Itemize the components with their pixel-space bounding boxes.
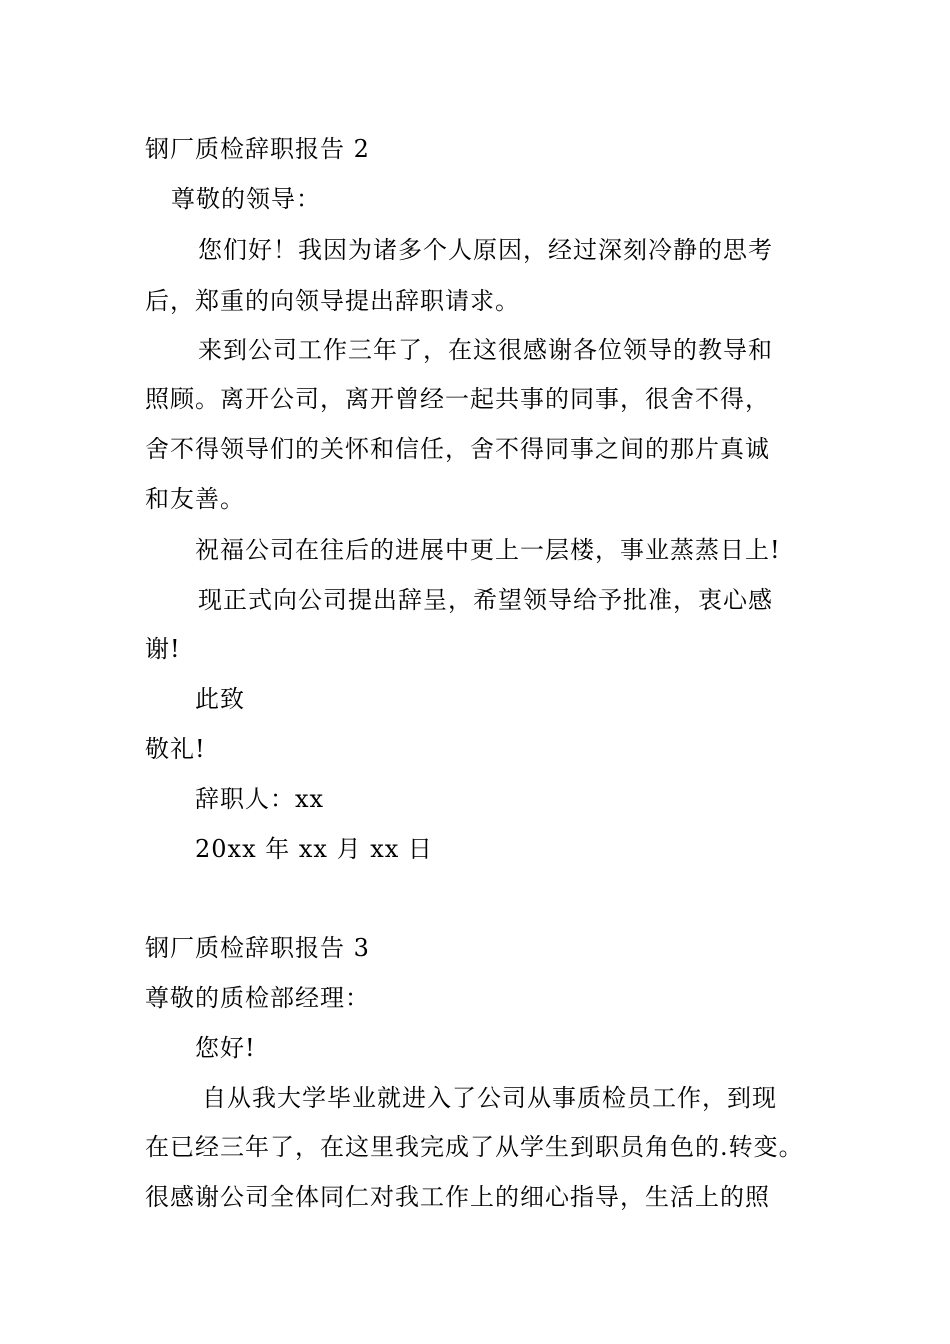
section-3-greeting: 您好! [195,1034,256,1062]
section-3-paragraph-1-line-1: 自从我大学毕业就进入了公司从事质检员工作，到现 [202,1084,777,1112]
section-2-closing-1: 此致 [195,685,245,713]
section-3-salutation: 尊敬的质检部经理： [145,984,370,1012]
section-2-paragraph-2-line-4: 和友善。 [145,485,245,513]
section-2-paragraph-2-line-2: 照顾。离开公司，离开曾经一起共事的同事，很舍不得， [145,385,770,413]
section-2-title: 钢厂质检辞职报告 2 [145,135,370,163]
section-2-signer: 辞职人：xx [195,785,325,813]
section-2-paragraph-3: 祝福公司在往后的进展中更上一层楼，事业蒸蒸日上! [195,536,781,564]
section-2-salutation: 尊敬的领导： [171,185,321,213]
section-2-date: 20xx 年 xx 月 xx 日 [195,835,433,863]
section-2-closing-2: 敬礼! [145,735,206,763]
section-2-paragraph-1-line-1: 您们好！我因为诸多个人原因，经过深刻冷静的思考 [198,236,773,264]
section-2-paragraph-4-line-2: 谢! [145,635,181,663]
section-3-paragraph-1-line-2: 在已经三年了，在这里我完成了从学生到职员角色的.转变。 [145,1133,804,1161]
section-2-paragraph-2-line-1: 来到公司工作三年了，在这很感谢各位领导的教导和 [198,336,773,364]
section-2-paragraph-1-line-2: 后，郑重的向领导提出辞职请求。 [145,287,520,315]
section-3-paragraph-1-line-3: 很感谢公司全体同仁对我工作上的细心指导，生活上的照 [145,1183,770,1211]
section-2-paragraph-2-line-3: 舍不得领导们的关怀和信任，舍不得同事之间的那片真诚 [145,435,770,463]
section-3-title: 钢厂质检辞职报告 3 [145,934,370,962]
section-2-paragraph-4-line-1: 现正式向公司提出辞呈，希望领导给予批准，衷心感 [198,586,773,614]
